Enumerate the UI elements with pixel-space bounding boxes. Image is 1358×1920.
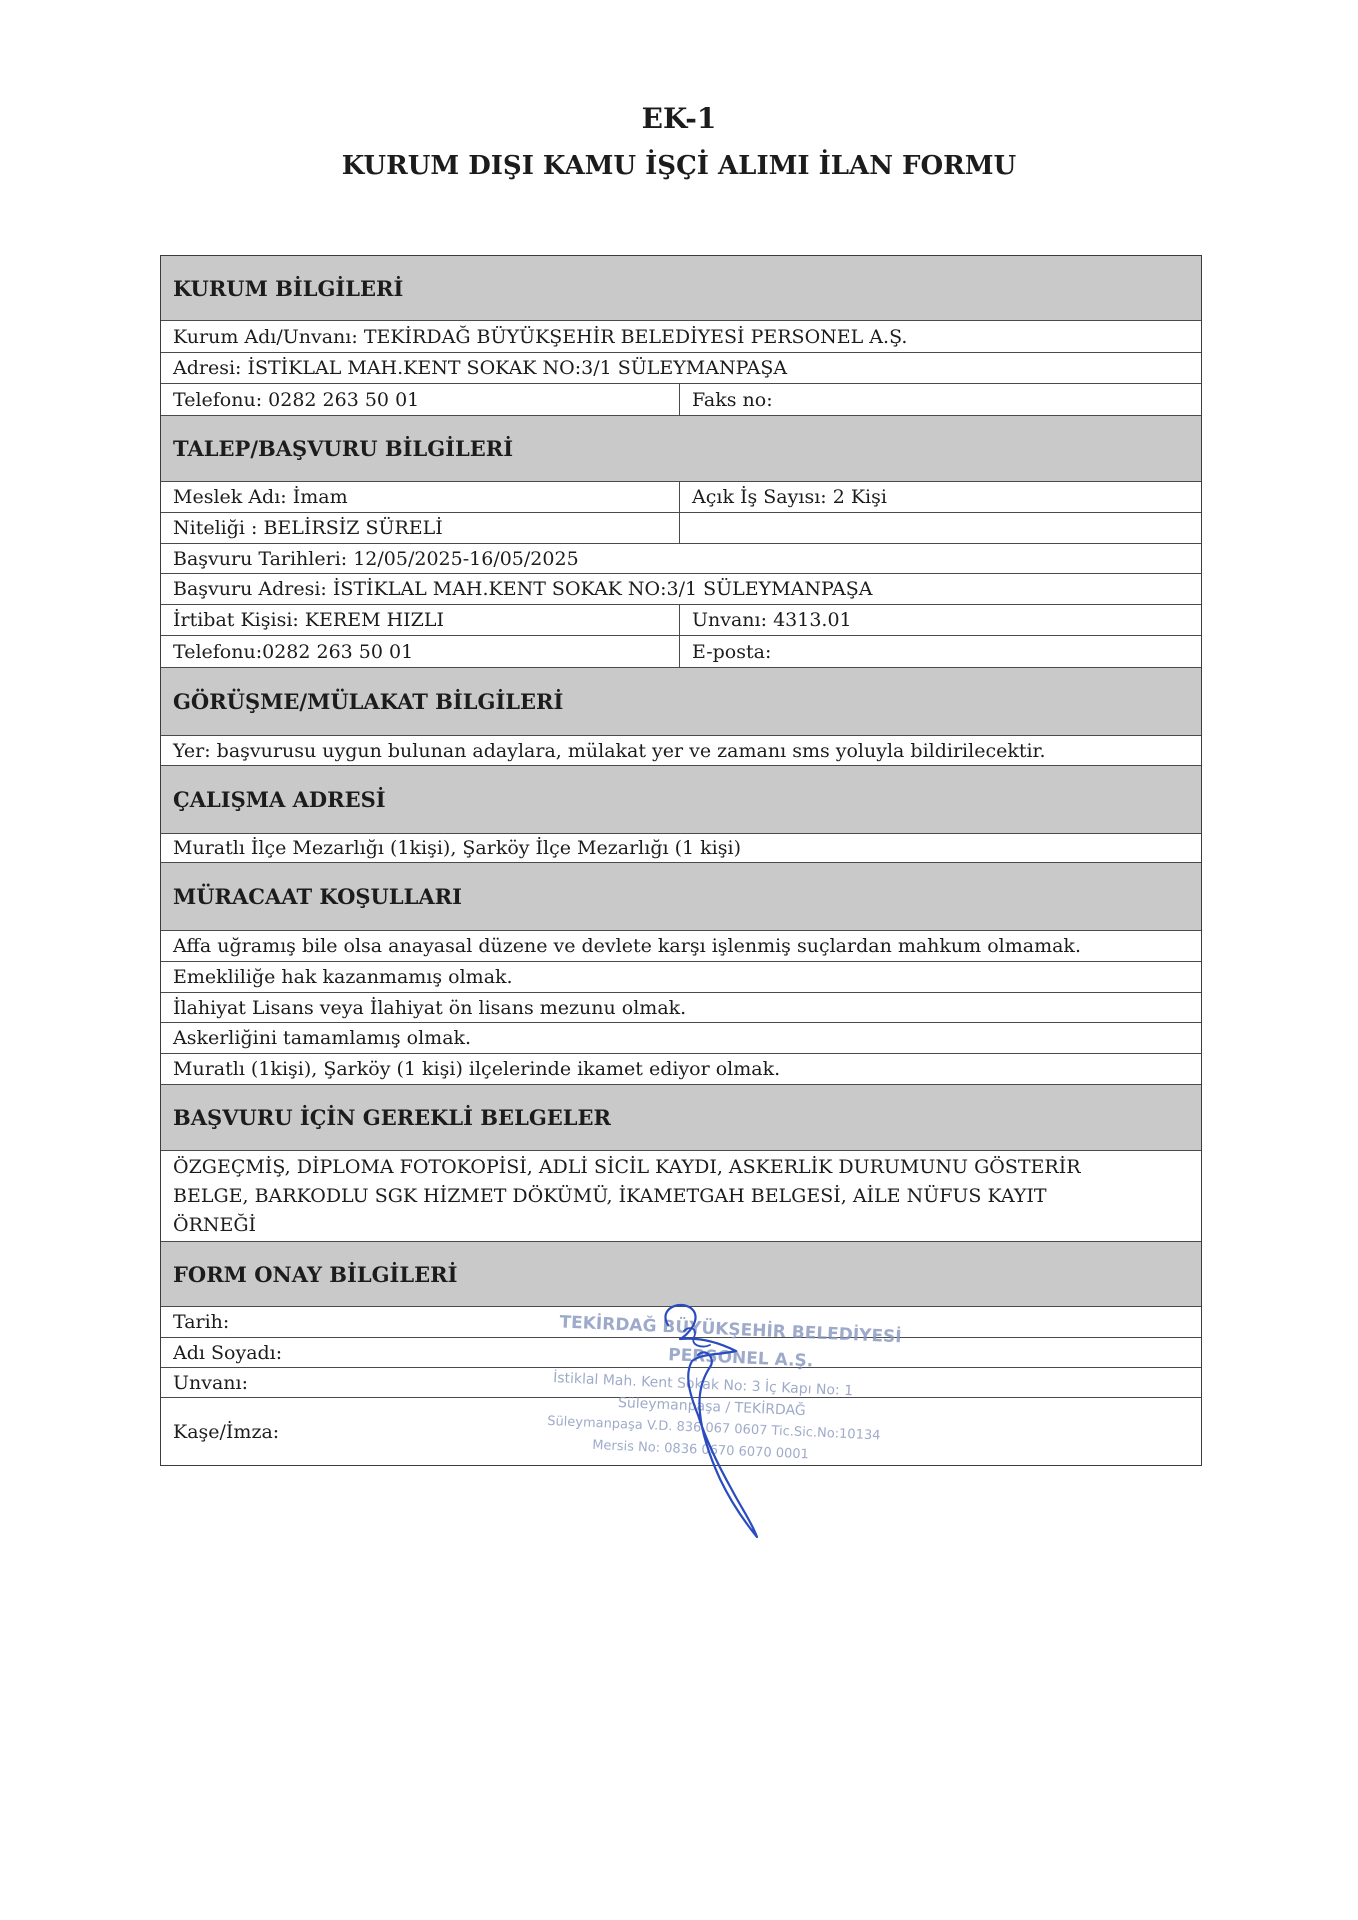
required-documents: ÖZGEÇMİŞ, DİPLOMA FOTOKOPİSİ, ADLİ SİCİL KAYDI, ASKERLİK DURUMUNU GÖSTERİR BELGE, BARKODLU SGK HİZMET DÖKÜMÜ, İKAMETGAH BELGESİ, AİLE NÜFUS KAYIT ÖRNEĞİ <box>173 1156 1081 1236</box>
section-header-gorusme <box>161 668 1201 736</box>
section-header-muracaat <box>161 863 1201 931</box>
contact-email: E-posta: <box>692 640 772 663</box>
section-title: TALEP/BAŞVURU BİLGİLERİ <box>173 436 514 461</box>
institution-fax: Faks no: <box>692 388 773 411</box>
condition-row <box>161 931 1201 962</box>
approval-name-label: Adı Soyadı: <box>173 1341 283 1364</box>
stamp-line: İstiklal Mah. Kent Sokak No: 3 İç Kapı No: 1 <box>552 1370 854 1400</box>
interview-location-row <box>161 736 1201 766</box>
condition-row <box>161 1054 1201 1085</box>
condition-row <box>161 1023 1201 1054</box>
interview-location: Yer: başvurusu uygun bulunan adaylara, mülakat yer ve zamanı sms yoluyla bildirilecektir. <box>173 739 1046 762</box>
work-address-row <box>161 834 1201 863</box>
contact-cell <box>161 605 680 635</box>
phone-cell <box>161 384 680 415</box>
section-title: MÜRACAAT KOŞULLARI <box>173 884 462 909</box>
kurum-name-row <box>161 321 1201 353</box>
occupation-row <box>161 482 1201 513</box>
stamp-line: Süleymanpaşa / TEKİRDAĞ <box>617 1394 807 1420</box>
work-address: Muratlı İlçe Mezarlığı (1kişi), Şarköy İlçe Mezarlığı (1 kişi) <box>173 837 741 859</box>
section-title: FORM ONAY BİLGİLERİ <box>173 1261 458 1287</box>
form-title: KURUM DIŞI KAMU İŞÇİ ALIMI İLAN FORMU <box>341 151 1017 181</box>
fax-cell <box>680 384 1201 415</box>
required-documents-row <box>161 1151 1201 1242</box>
occupation-cell <box>161 482 680 512</box>
condition-text: Affa uğramış bile olsa anayasal düzene ve devlete karşı işlenmiş suçlardan mahkum olmamak. <box>173 935 1081 957</box>
application-dates: Başvuru Tarihleri: 12/05/2025-16/05/2025 <box>173 547 579 570</box>
annex-label: EK-1 <box>641 102 717 135</box>
institution-address: Adresi: İSTİKLAL MAH.KENT SOKAK NO:3/1 SÜLEYMANPAŞA <box>173 357 788 379</box>
kurum-contact-row <box>161 384 1201 416</box>
occupation-name: Meslek Adı: İmam <box>173 486 348 508</box>
condition-text: İlahiyat Lisans veya İlahiyat ön lisans mezunu olmak. <box>173 996 687 1019</box>
stamp-signature-label: Kaşe/İmza: <box>173 1420 280 1443</box>
phone-cell <box>161 636 680 667</box>
stamp-line: Süleymanpaşa V.D. 836 067 0607 Tic.Sic.No:10134 <box>546 1413 881 1444</box>
employment-nature: Niteliği : BELİRSİZ SÜRELİ <box>173 517 443 539</box>
condition-text: Muratlı (1kişi), Şarköy (1 kişi) ilçelerinde ikamet ediyor olmak. <box>173 1058 781 1080</box>
dates-row <box>161 544 1201 574</box>
contact-title-cell <box>680 605 1201 635</box>
approval-title-label: Unvanı: <box>173 1371 249 1394</box>
open-positions: Açık İş Sayısı: 2 Kişi <box>692 486 887 508</box>
announcement-form-table <box>160 255 1202 1466</box>
section-header-kurum <box>161 256 1201 321</box>
contact-title: Unvanı: 4313.01 <box>692 609 852 631</box>
section-title: KURUM BİLGİLERİ <box>173 275 404 301</box>
section-title: GÖRÜŞME/MÜLAKAT BİLGİLERİ <box>173 689 564 714</box>
application-address-row <box>161 574 1201 605</box>
condition-text: Emekliliğe hak kazanmamış olmak. <box>173 966 513 988</box>
condition-row <box>161 962 1201 993</box>
nature-row <box>161 513 1201 544</box>
condition-text: Askerliğini tamamlamış olmak. <box>173 1027 472 1049</box>
openings-cell <box>680 482 1201 512</box>
stamp-line: PERSONEL A.Ş. <box>667 1345 814 1372</box>
empty-cell <box>680 513 1201 543</box>
section-title: BAŞVURU İÇİN GEREKLİ BELGELER <box>173 1105 611 1130</box>
institution-phone: Telefonu: 0282 263 50 01 <box>173 388 420 411</box>
nature-cell <box>161 513 680 543</box>
approval-date-label: Tarih: <box>173 1311 230 1333</box>
contact-phone-row <box>161 636 1201 668</box>
condition-row <box>161 993 1201 1023</box>
contact-phone: Telefonu:0282 263 50 01 <box>173 640 414 663</box>
application-address: Başvuru Adresi: İSTİKLAL MAH.KENT SOKAK NO:3/1 SÜLEYMANPAŞA <box>173 578 873 600</box>
kurum-address-row <box>161 353 1201 384</box>
handwritten-signature <box>640 1295 790 1545</box>
section-header-talep <box>161 416 1201 482</box>
section-title: ÇALIŞMA ADRESİ <box>173 787 386 812</box>
document-header <box>0 100 1358 186</box>
contact-person: İrtibat Kişisi: KEREM HIZLI <box>173 609 444 631</box>
email-cell <box>680 636 1201 667</box>
section-header-calisma <box>161 766 1201 834</box>
stamp-line: Mersis No: 0836 0670 6070 0001 <box>591 1437 810 1463</box>
section-header-belgeler <box>161 1085 1201 1151</box>
contact-person-row <box>161 605 1201 636</box>
institution-name: Kurum Adı/Unvanı: TEKİRDAĞ BÜYÜKŞEHİR BELEDİYESİ PERSONEL A.Ş. <box>173 325 908 348</box>
stamp-line: TEKİRDAĞ BÜYÜKŞEHİR BELEDİYESİ <box>559 1312 903 1348</box>
